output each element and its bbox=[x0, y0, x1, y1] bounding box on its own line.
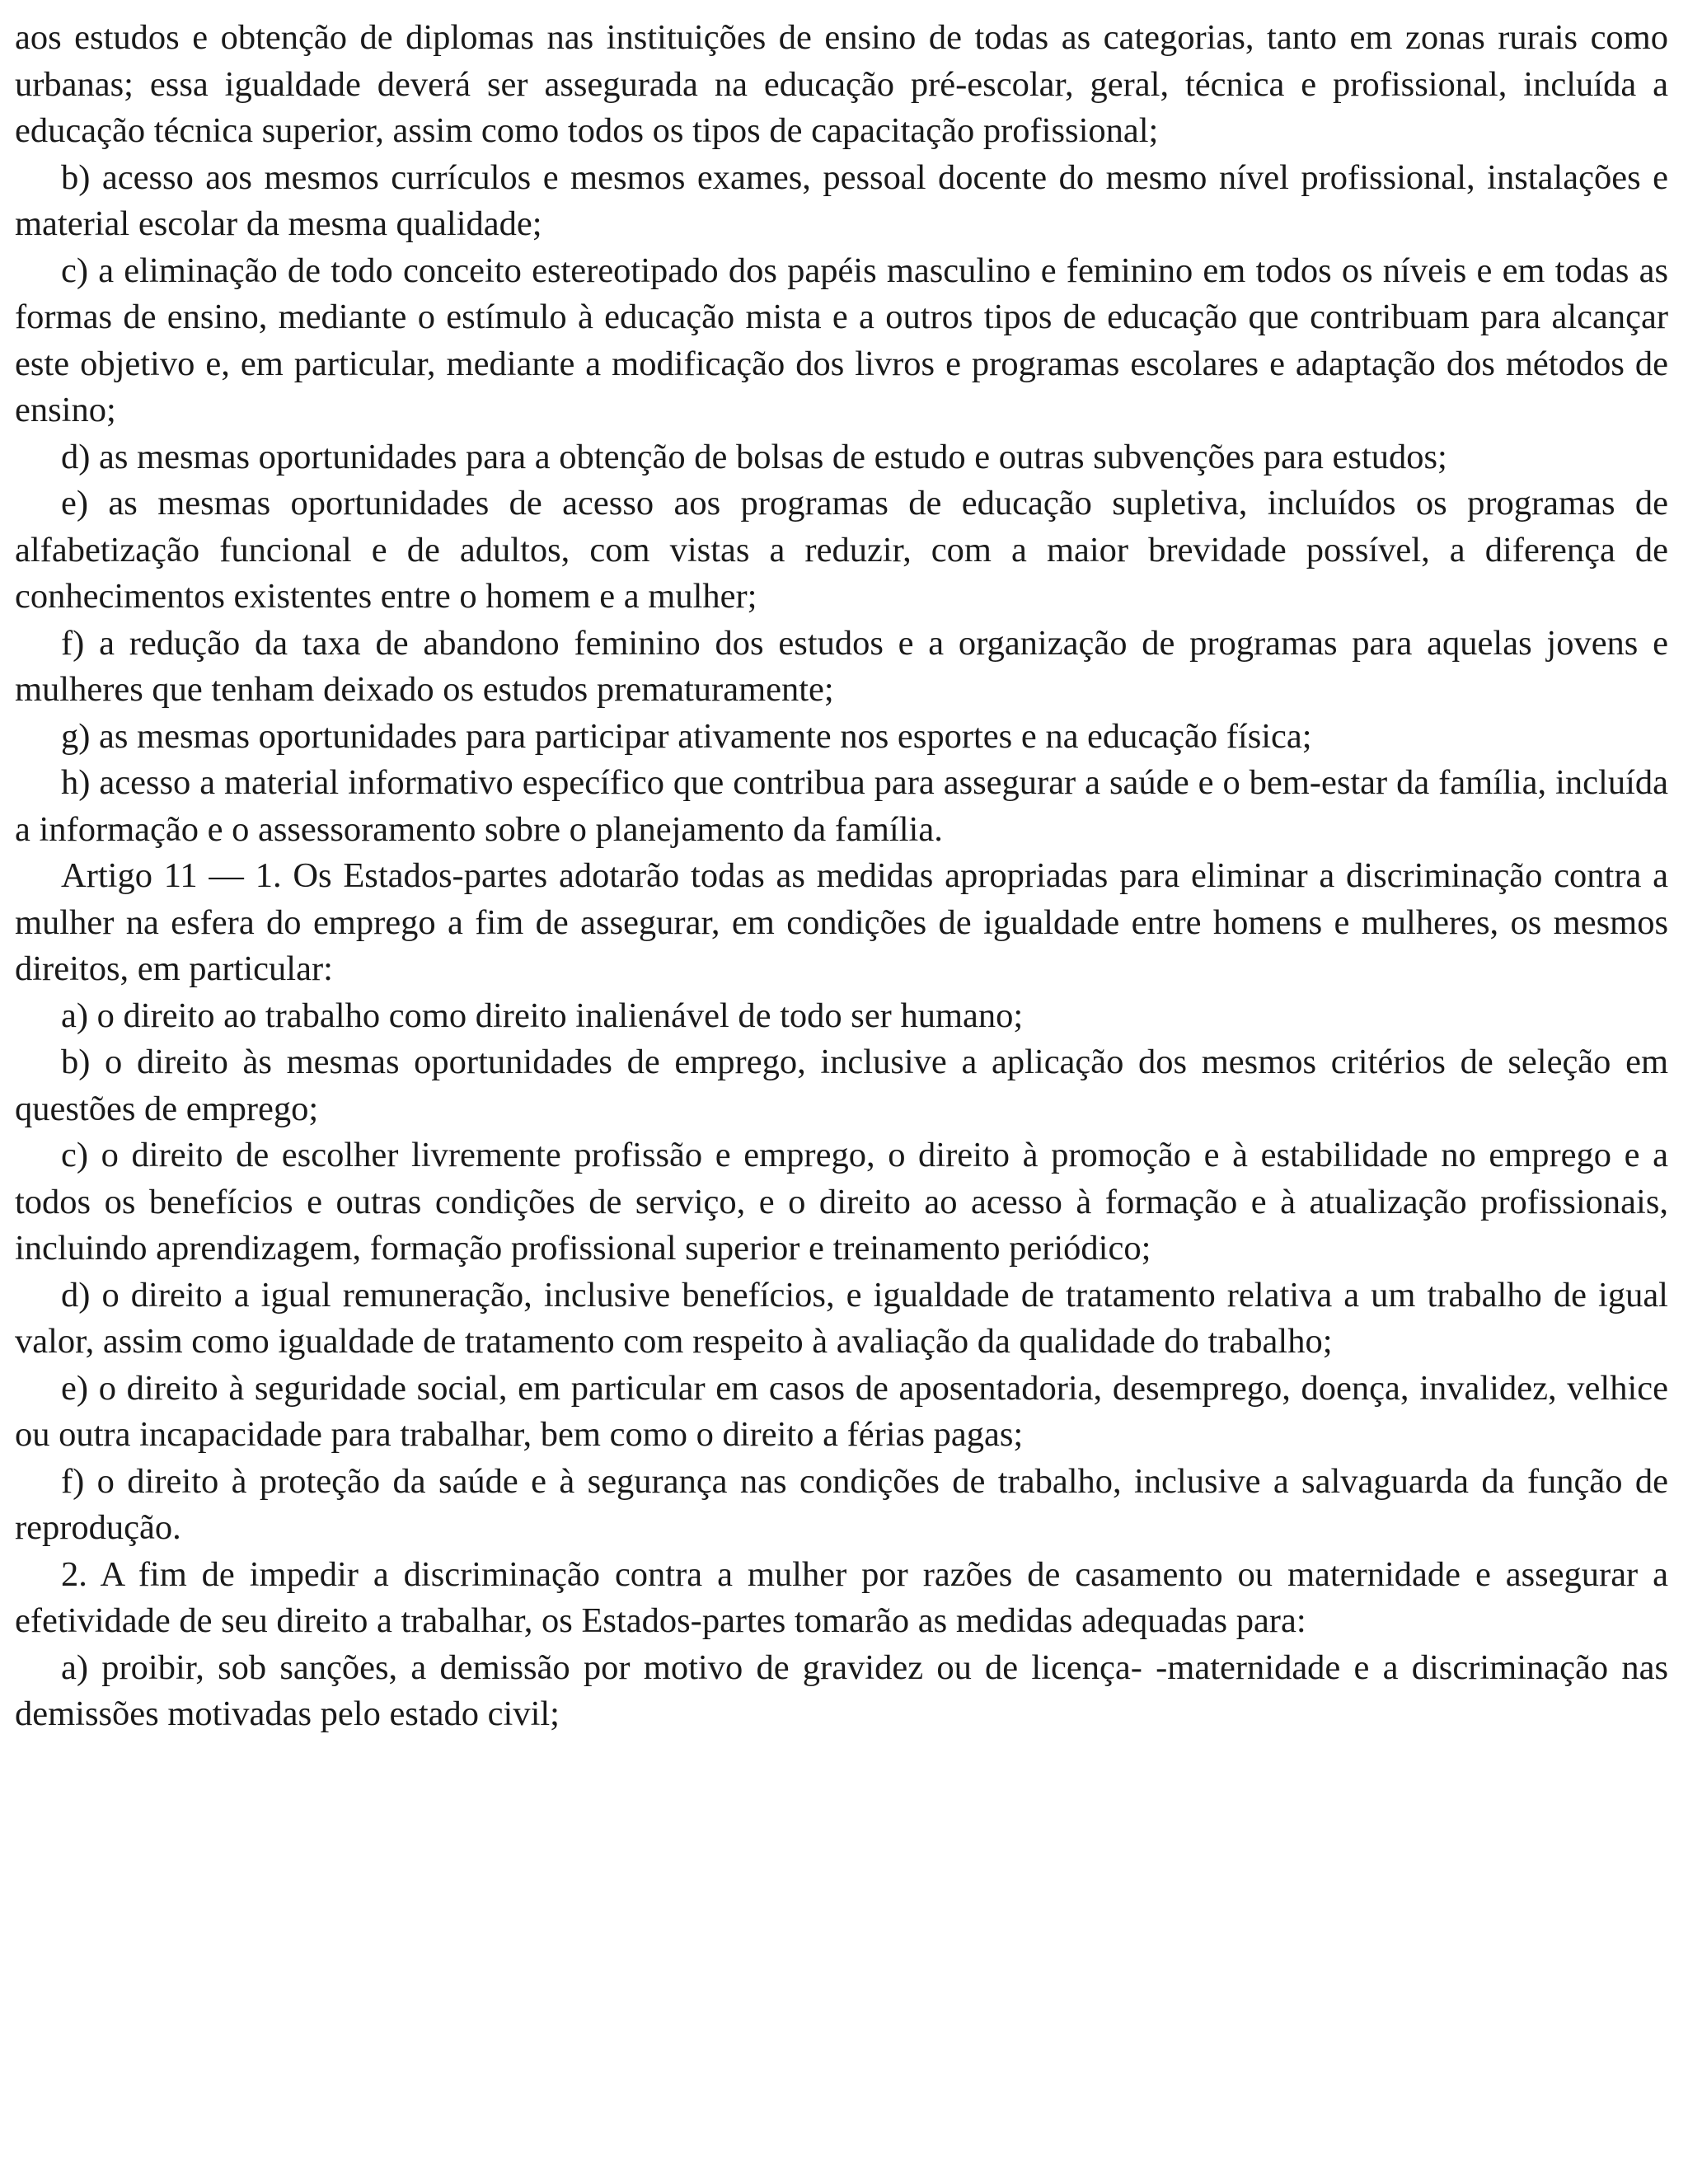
paragraph-art11-item-b: b) o direito às mesmas oportunidades de emprego, inclusive a aplicação dos mesmos critérios de seleção em questões de emprego; bbox=[15, 1043, 1668, 1128]
paragraph-item-b: b) acesso aos mesmos currículos e mesmos exames, pessoal docente do mesmo nível profissional, instalações e material escolar da mesma qualidade; bbox=[15, 157, 1668, 243]
paragraph-item-c: c) a eliminação de todo conceito estereotipado dos papéis masculino e feminino em todos os níveis e em todas as formas de ensino, mediante o estímulo à educação mista e a outros tipos de educação que contribuam para alcançar este objetivo e, em particular, mediante a modificação dos livros e programas escolares e adaptação dos métodos de ensino; bbox=[15, 251, 1668, 429]
paragraph-item-g: g) as mesmas oportunidades para participar ativamente nos esportes e na educação física; bbox=[61, 716, 1312, 756]
paragraph-item-e: e) as mesmas oportunidades de acesso aos programas de educação supletiva, incluídos os programas de alfabetização funcional e de adultos, com vistas a reduzir, com a maior brevidade possível, a diferença de conhecimentos existentes entre o homem e a mulher; bbox=[15, 484, 1668, 616]
paragraph-article-11: Artigo 11 — 1. Os Estados-partes adotarão todas as medidas apropriadas para eliminar a discriminação contra a mulher na esfera do emprego a fim de assegurar, em condições de igualdade entre homens e mulheres, os mesmos direitos, em particular: bbox=[15, 856, 1668, 988]
document-page bbox=[15, 15, 1668, 1738]
paragraph-continuation: aos estudos e obtenção de diplomas nas instituições de ensino de todas as categorias, tanto em zonas rurais como urbanas; essa igualdade deverá ser assegurada na educação pré-escolar, geral, técnica e profissional, incluída a educação técnica superior, assim como todos os tipos de capacitação profissional; bbox=[15, 18, 1668, 150]
paragraph-art11-item-a: a) o direito ao trabalho como direito inalienável de todo ser humano; bbox=[61, 996, 1024, 1035]
paragraph-item-h: h) acesso a material informativo específico que contribua para assegurar a saúde e o bem-estar da família, incluída a informação e o assessoramento sobre o planejamento da família. bbox=[15, 763, 1668, 849]
paragraph-art11-section-2: 2. A fim de impedir a discriminação contra a mulher por razões de casamento ou maternidade e assegurar a efetividade de seu direito a trabalhar, os Estados-partes tomarão as medidas adequadas para: bbox=[15, 1554, 1668, 1640]
paragraph-art11-item-c: c) o direito de escolher livremente profissão e emprego, o direito à promoção e à estabilidade no emprego e a todos os benefícios e outras condições de serviço, e o direito ao acesso à formação e à atualização profissionais, incluindo aprendizagem, formação profissional superior e treinamento periódico; bbox=[15, 1136, 1668, 1268]
paragraph-art11-item-e: e) o direito à seguridade social, em particular em casos de aposentadoria, desemprego, doença, invalidez, velhice ou outra incapacidade para trabalhar, bem como o direito a férias pagas; bbox=[15, 1368, 1668, 1454]
paragraph-item-f: f) a redução da taxa de abandono feminino dos estudos e a organização de programas para aquelas jovens e mulheres que tenham deixado os estudos prematuramente; bbox=[15, 623, 1668, 709]
paragraph-section2-item-a: a) proibir, sob sanções, a demissão por motivo de gravidez ou de licença- -maternidade e a discriminação nas demissões motivadas pelo estado civil; bbox=[15, 1647, 1668, 1733]
paragraph-item-d: d) as mesmas oportunidades para a obtenção de bolsas de estudo e outras subvenções para estudos; bbox=[61, 437, 1447, 476]
paragraph-art11-item-f: f) o direito à proteção da saúde e à segurança nas condições de trabalho, inclusive a salvaguarda da função de reprodução. bbox=[15, 1461, 1668, 1547]
paragraph-art11-item-d: d) o direito a igual remuneração, inclusive benefícios, e igualdade de tratamento relativa a um trabalho de igual valor, assim como igualdade de tratamento com respeito à avaliação da qualidade do trabalho; bbox=[15, 1275, 1668, 1361]
